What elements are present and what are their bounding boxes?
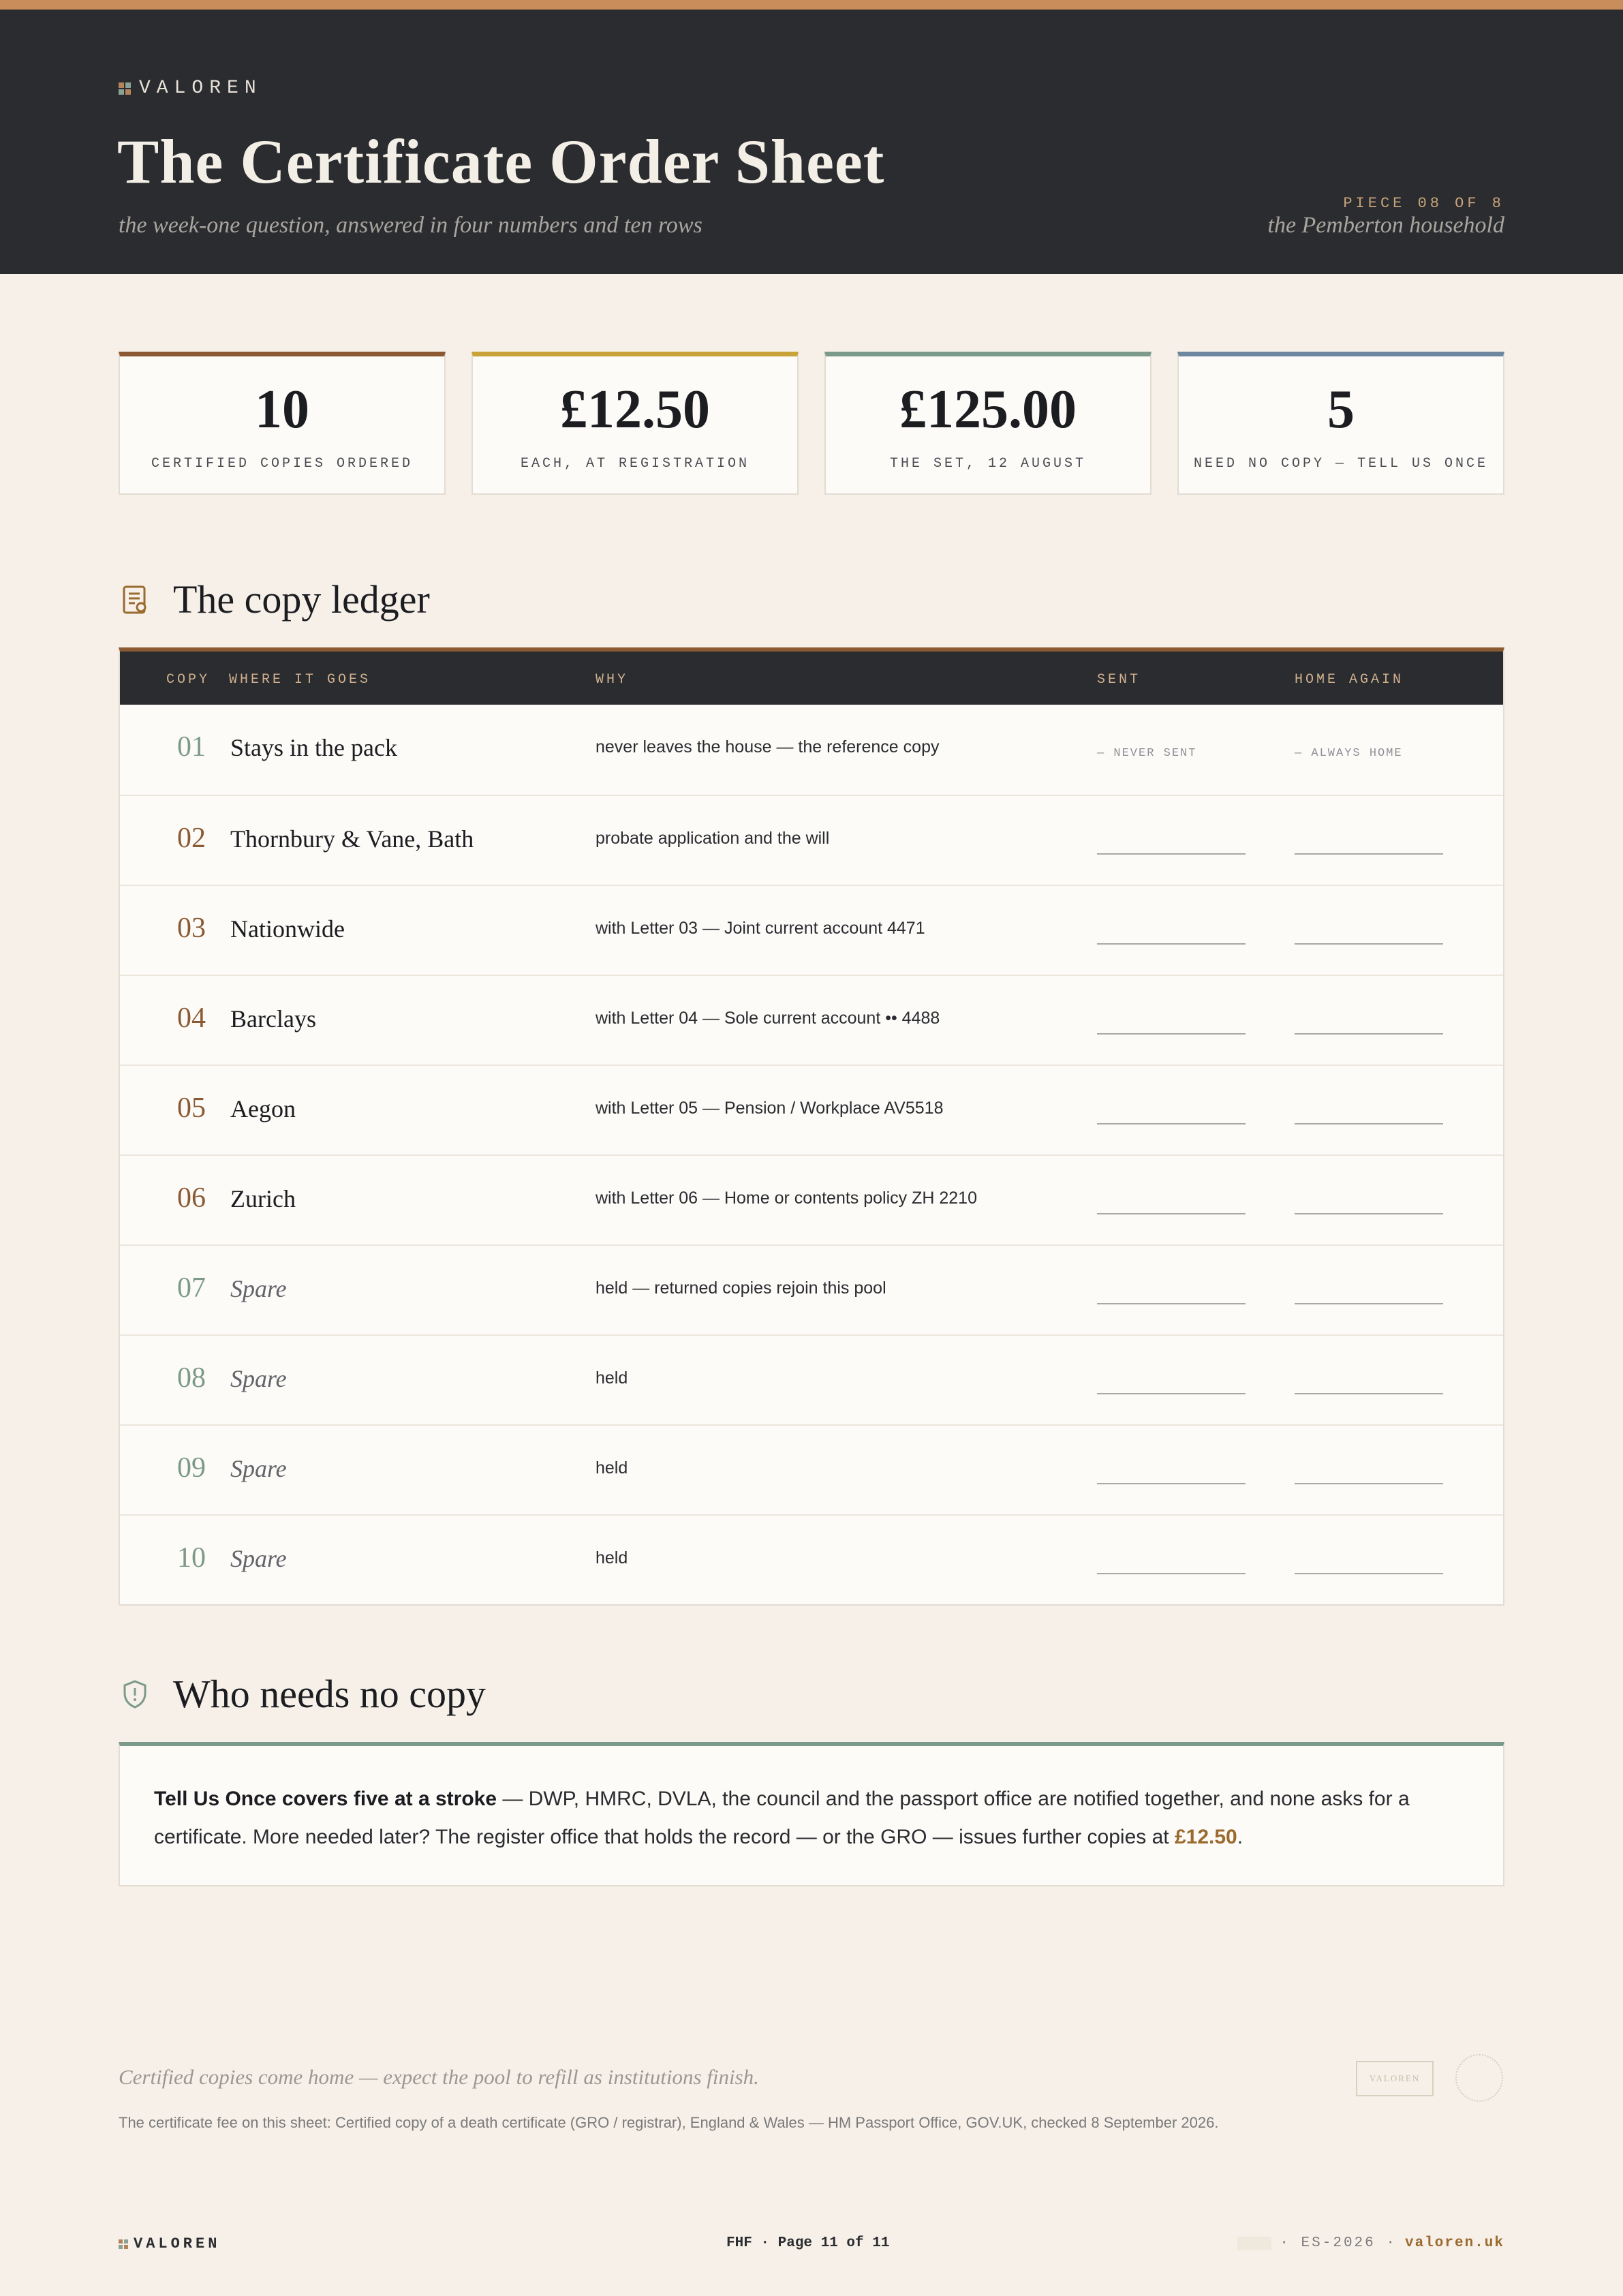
table-row bbox=[120, 1244, 1503, 1334]
footer-brand bbox=[119, 2235, 220, 2252]
faint-mark bbox=[1237, 2237, 1271, 2250]
copy-reason: with Letter 03 — Joint current account 4471 bbox=[596, 919, 925, 938]
stat-value: £125.00 bbox=[899, 380, 1077, 440]
copy-reason: held bbox=[596, 1458, 628, 1478]
copy-reason: held — returned copies rejoin this pool bbox=[596, 1279, 886, 1298]
stat-card-copies bbox=[119, 352, 446, 495]
footer-code: · ES-2026 · bbox=[1280, 2235, 1397, 2251]
copy-number: 08 bbox=[177, 1362, 206, 1394]
table-row bbox=[120, 1154, 1503, 1244]
section-title: Who needs no copy bbox=[173, 1672, 486, 1716]
ledger-document-icon bbox=[119, 583, 151, 616]
brand-mark-icon bbox=[119, 82, 131, 95]
column-header-sent: SENT bbox=[1097, 672, 1141, 688]
stat-value: 10 bbox=[255, 380, 309, 440]
section-title: The copy ledger bbox=[173, 577, 430, 622]
copy-number: 05 bbox=[177, 1092, 206, 1124]
copy-reason: with Letter 04 — Sole current account •• 4488 bbox=[596, 1009, 940, 1028]
seal-icon bbox=[1455, 2054, 1503, 2102]
footer-meta bbox=[1237, 2235, 1504, 2251]
footer-quote: Certified copies come home — expect the pool to refill as institutions finish. bbox=[119, 2065, 759, 2089]
table-row bbox=[120, 1514, 1503, 1604]
sent-date-field[interactable] bbox=[1097, 1483, 1246, 1484]
copy-ledger-table bbox=[119, 647, 1504, 1606]
home-date-field[interactable] bbox=[1295, 1213, 1443, 1214]
copy-reason: probate application and the will bbox=[596, 829, 830, 848]
table-row bbox=[120, 705, 1503, 795]
home-date-field[interactable] bbox=[1295, 1573, 1443, 1574]
table-row bbox=[120, 795, 1503, 885]
table-row bbox=[120, 975, 1503, 1065]
household-name: the Pemberton household bbox=[1267, 213, 1504, 238]
brand-mark-icon bbox=[119, 2239, 128, 2249]
sent-date-field[interactable] bbox=[1097, 1033, 1246, 1035]
copy-destination: Stays in the pack bbox=[230, 734, 397, 761]
stat-card-no-copy bbox=[1177, 352, 1504, 495]
footer-source: The certificate fee on this sheet: Certified copy of a death certificate (GRO / registrar), England & Wales — HM Passport Office, GOV.UK, checked 8 September 2026. bbox=[119, 2114, 1219, 2131]
nocopy-end: . bbox=[1237, 1826, 1243, 1848]
copy-reason: with Letter 06 — Home or contents policy ZH 2210 bbox=[596, 1189, 977, 1208]
home-date-field[interactable] bbox=[1295, 1033, 1443, 1035]
copy-number: 07 bbox=[177, 1272, 206, 1304]
nocopy-panel bbox=[119, 1742, 1504, 1886]
stat-label: EACH, AT REGISTRATION bbox=[520, 456, 750, 472]
brand-name: VALOREN bbox=[139, 78, 262, 99]
copy-destination: Spare bbox=[230, 1275, 287, 1302]
copy-number: 10 bbox=[177, 1542, 206, 1574]
copy-number: 04 bbox=[177, 1002, 206, 1034]
home-date-field[interactable] bbox=[1295, 853, 1443, 855]
copy-destination: Thornbury & Vane, Bath bbox=[230, 825, 474, 853]
stat-card-set bbox=[824, 352, 1151, 495]
copy-number: 01 bbox=[177, 731, 206, 763]
stat-label: THE SET, 12 AUGUST bbox=[889, 456, 1087, 472]
table-row bbox=[120, 1065, 1503, 1154]
copy-destination: Aegon bbox=[230, 1095, 296, 1122]
home-date-field[interactable] bbox=[1295, 1303, 1443, 1304]
nocopy-lead: Tell Us Once covers five at a stroke bbox=[154, 1788, 497, 1810]
home-date-field[interactable] bbox=[1295, 1123, 1443, 1124]
column-header-where: WHERE IT GOES bbox=[229, 672, 371, 688]
table-body bbox=[120, 705, 1503, 1604]
brand-logo bbox=[119, 78, 262, 99]
copy-destination: Spare bbox=[230, 1455, 287, 1482]
page-number: FHF · Page 11 of 11 bbox=[726, 2235, 890, 2251]
stat-cards bbox=[119, 352, 1504, 495]
valoren-stamp: VALOREN bbox=[1356, 2061, 1434, 2096]
table-row bbox=[120, 1424, 1503, 1514]
ledger-heading bbox=[119, 577, 430, 622]
brand-name: VALOREN bbox=[134, 2235, 221, 2252]
sent-date-field[interactable] bbox=[1097, 1573, 1246, 1574]
copy-reason: never leaves the house — the reference copy bbox=[596, 737, 940, 756]
stat-label: CERTIFIED COPIES ORDERED bbox=[151, 456, 414, 472]
sent-date-field[interactable] bbox=[1097, 1123, 1246, 1124]
copy-destination: Zurich bbox=[230, 1185, 296, 1212]
stat-label: NEED NO COPY — TELL US ONCE bbox=[1193, 456, 1489, 472]
sent-date-field[interactable] bbox=[1097, 1213, 1246, 1214]
sent-date-field[interactable] bbox=[1097, 1303, 1246, 1304]
nocopy-amount: £12.50 bbox=[1174, 1826, 1237, 1848]
copy-number: 03 bbox=[177, 913, 206, 944]
copy-destination: Barclays bbox=[230, 1005, 316, 1032]
stat-value: £12.50 bbox=[560, 380, 710, 440]
sent-date-field[interactable] bbox=[1097, 1393, 1246, 1394]
copy-number: 02 bbox=[177, 823, 206, 854]
page-subtitle: the week-one question, answered in four numbers and ten rows bbox=[119, 213, 702, 238]
column-header-copy: COPY bbox=[166, 672, 211, 688]
stat-value: 5 bbox=[1327, 380, 1355, 440]
column-header-why: WHY bbox=[596, 672, 629, 688]
home-date-field[interactable] bbox=[1295, 1483, 1443, 1484]
home-date-field[interactable] bbox=[1295, 1393, 1443, 1394]
nocopy-heading bbox=[119, 1671, 486, 1717]
page-header bbox=[0, 0, 1623, 274]
piece-counter: PIECE 08 OF 8 bbox=[1343, 195, 1504, 212]
nocopy-body: — DWP, HMRC, DVLA, the council and the passport office are notified together, and none asks for a certificate. More needed later? The register office that holds the record — or the GRO — issues further copies at bbox=[154, 1788, 1410, 1848]
copy-reason: with Letter 05 — Pension / Workplace AV5518 bbox=[596, 1099, 944, 1118]
sent-status: — NEVER SENT bbox=[1097, 747, 1197, 760]
sent-date-field[interactable] bbox=[1097, 943, 1246, 945]
home-status: — ALWAYS HOME bbox=[1295, 747, 1403, 760]
copy-destination: Spare bbox=[230, 1545, 287, 1572]
table-header bbox=[120, 652, 1503, 705]
copy-reason: held bbox=[596, 1368, 628, 1388]
shield-icon bbox=[119, 1678, 151, 1711]
home-date-field[interactable] bbox=[1295, 943, 1443, 945]
column-header-home: HOME AGAIN bbox=[1295, 672, 1404, 688]
copy-destination: Spare bbox=[230, 1365, 287, 1392]
footer-url-link[interactable]: valoren.uk bbox=[1404, 2235, 1504, 2251]
table-row bbox=[120, 1334, 1503, 1424]
sent-date-field[interactable] bbox=[1097, 853, 1246, 855]
copy-reason: held bbox=[596, 1548, 628, 1567]
copy-destination: Nationwide bbox=[230, 915, 345, 943]
copy-number: 06 bbox=[177, 1182, 206, 1214]
table-row bbox=[120, 885, 1503, 975]
copy-number: 09 bbox=[177, 1452, 206, 1484]
page-title: The Certificate Order Sheet bbox=[117, 127, 885, 196]
stat-card-each bbox=[472, 352, 799, 495]
